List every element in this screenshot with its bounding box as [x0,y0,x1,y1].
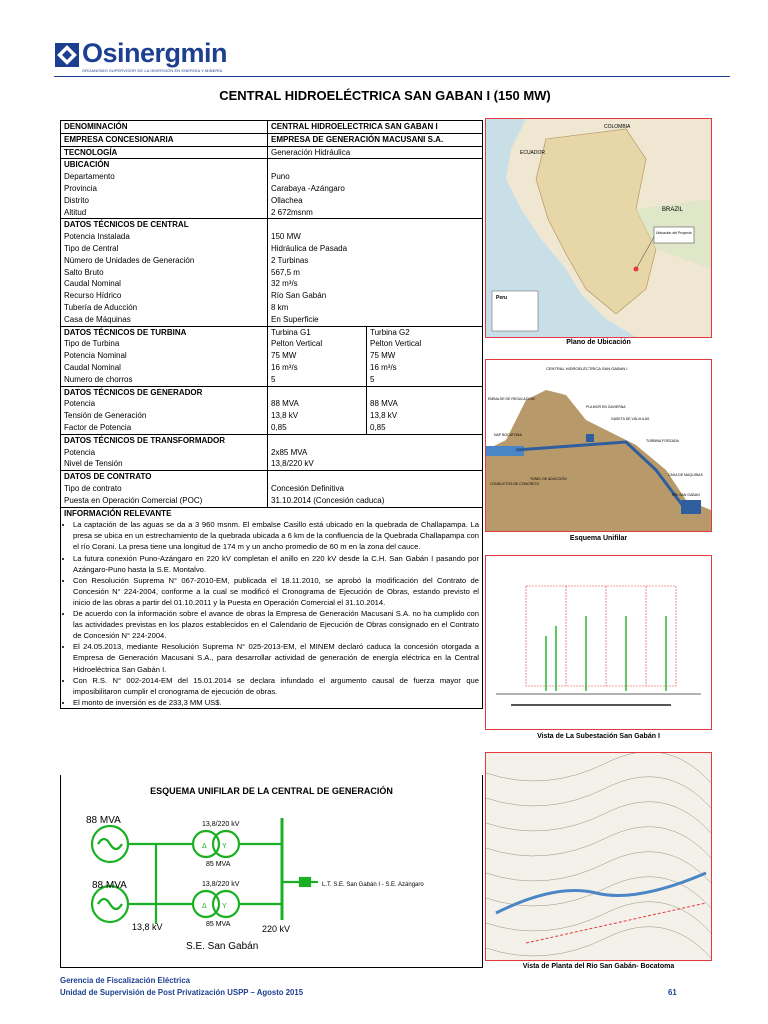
central-value: 32 m³/s [271,279,298,289]
esquema-title: ESQUEMA UNIFILAR DE LA CENTRAL DE GENERACIÓN [150,786,393,796]
turbina-g1-value: Pelton Vertical [271,339,323,349]
table-row-generador [61,386,483,434]
contrato-values [268,471,483,507]
turbina-g2-value: Pelton Vertical [370,339,422,349]
transformador-value: 13,8/220 kV [271,459,314,469]
denominacion-label: DENOMINACIÓN [61,121,268,134]
turbina-label: Numero de chorros [64,374,133,384]
central-label: Potencia Instalada [64,232,130,242]
location-map [485,118,712,338]
profile-label: EMBALSE DE REGULACION [488,397,535,401]
ubicacion-value: 2 672msnm [271,207,313,217]
header-divider [54,76,730,77]
central-value: 2 Turbinas [271,255,309,265]
informacion-cell [61,507,483,708]
topographic-image [486,753,711,960]
contrato-label: Puesta en Operación Comercial (POC) [64,495,203,505]
transformador-label: Potencia [64,447,96,457]
unifilar-caption: Esquema Unifilar [569,535,628,542]
turbina-labels [61,326,268,386]
central-value: En Superficie [271,314,319,324]
profile-label: TURBINA FORZADA [646,439,679,443]
list-item: • Con R.S. N° 002-2014-EM del 15.01.2014 se declara infundado el argumento causal de fuerza mayor que imposibilitaron cumplir el cronograma de ejecución de obras. [73,675,479,697]
substation-drawing [485,555,712,730]
central-value: 567,5 m [271,267,300,277]
transformador-labels [61,434,268,470]
generador-g1-value: 88 MVA [271,399,299,409]
central-label: Tipo de Central [64,243,119,253]
generador-g2-values [367,386,483,434]
osinergmin-logo-icon [54,42,80,68]
map-label: ECUADOR [520,150,546,156]
profile-label: RÍO SAN GABAN [672,493,700,497]
map-label: Peru [496,295,508,301]
central-label: Número de Unidades de Generación [64,255,195,265]
turbina-g2-value: 5 [370,374,375,384]
empresa-value: EMPRESA DE GENERACIÓN MACUSANI S.A. [268,133,483,146]
logo-text: Osinergmin [82,38,228,68]
central-value: 8 km [271,302,289,312]
table-row [61,146,483,159]
generador-g2-value: 0,85 [370,422,386,432]
turbina-g2-value: Turbina G2 [370,327,410,337]
central-labels [61,219,268,326]
table-row-informacion [61,507,483,708]
turbina-label: Potencia Nominal [64,351,127,361]
substation-image [486,556,711,729]
technical-data-table [60,120,483,709]
map-image [486,119,711,337]
table-row-ubicacion [61,159,483,219]
profile-diagram [485,359,712,532]
turbina-g1-values [268,326,367,386]
generador-label: Tensión de Generación [64,411,147,421]
central-value: 150 MW [271,232,301,242]
transformador-values [268,434,483,470]
turbina-g1-value: Turbina G1 [271,327,311,337]
substation-label: S.E. San Gabán [186,941,259,952]
turbina-g2-value: 16 m³/s [370,362,397,372]
generador-g2-value: 88 MVA [370,399,398,409]
ubicacion-values [268,159,483,219]
topographic-plan [485,752,712,961]
list-item: • La futura conexión Puno-Azángaro en 220 kV completan el anillo en 220 kV desde la C.H. San Gabán I pasando por Azángaro-Puno hasta la S.E. Montalvo. [73,553,479,575]
list-item: • El 24.05.2013, mediante Resolución Suprema N° 025-2013-EM, el MINEM declaró caduca la concesión otorgada a Empresa de Generación Macusani S.A., para desarrollar actividad de generación de energía eléctrica en la Central Hidroeléctrica San Gabán I. [73,641,479,674]
ubicacion-label: Distrito [64,195,89,205]
denominacion-value: CENTRAL HIDROELECTRICA SAN GABAN I [268,121,483,134]
contrato-value: 31.10.2014 (Concesión caduca) [271,495,385,505]
profile-label: PULMOR EN GAVIERNA [586,405,626,409]
central-label: Casa de Máquinas [64,314,131,324]
list-item: • De acuerdo con la información sobre el avance de obras la Empresa de Generación Macusani S.A. no ha cumplido con las actividades previstas en los plazos establecidos en el Calendario de Ejecución de Obras consignado en el Contrato de Concesión N° 224-2004. [73,608,479,641]
footer-unit: Unidad de Supervisión de Post Privatización USPP – Agosto 2015 [60,988,304,997]
generador-g1-values [268,386,367,434]
central-label: Salto Bruto [64,267,104,277]
table-row-transformador [61,434,483,470]
informacion-list [64,519,479,708]
single-line-diagram [66,808,466,958]
table-row-contrato [61,471,483,507]
transformador-heading: DATOS TÉCNICOS DE TRANSFORMADOR [64,435,226,445]
central-values [268,219,483,326]
ubicacion-value: Carabaya -Azángaro [271,183,345,193]
tr2-ratio: 13,8/220 kV [202,881,240,888]
map-label: BRAZIL [662,207,684,213]
central-value: Hidráulica de Pasada [271,243,348,253]
profile-label: GASETA DE VÁLVULAS [611,417,650,421]
profile-image [486,360,711,531]
page-number: 61 [668,988,677,997]
profile-label: TÚNEL DE ADUCCIÓN [530,477,567,481]
list-item: • El monto de inversión es de 233,3 MM US$. [73,697,479,708]
generador-g2-value: 13,8 kV [370,411,398,421]
profile-label: CENTRAL HIDROELÉCTRICA SAN GABAN I [546,366,628,371]
profile-label: CONDUCTOS DE CONCRETO [490,482,540,486]
central-label: Recurso Hídrico [64,291,122,301]
map-label: Ubicación del Proyecto [656,231,692,235]
tecnologia-label: TECNOLOGÍA [61,146,268,159]
ubicacion-label: Altitud [64,207,87,217]
turbina-g1-value: 75 MW [271,351,297,361]
svg-text:Δ: Δ [202,843,207,850]
table-row [61,121,483,134]
tr2-mva: 85 MVA [206,921,231,928]
turbina-label: Tipo de Turbina [64,339,120,349]
contrato-value: Concesión Definitiva [271,483,344,493]
map-caption: Plano de Ubicación [566,339,631,346]
generador-heading: DATOS TÉCNICOS DE GENERADOR [64,387,203,397]
transformador-label: Nivel de Tensión [64,459,123,469]
contrato-heading: DATOS DE CONTRATO [64,472,152,482]
tr1-mva: 85 MVA [206,861,231,868]
turbina-g2-values [367,326,483,386]
empresa-label: EMPRESA CONCESIONARIA [61,133,268,146]
transformador-value: 2x85 MVA [271,447,308,457]
line-label: L.T. S.E. San Gabán I - S.E. Azángaro [322,882,424,888]
ubicacion-label: Provincia [64,183,97,193]
gen2-label: 88 MVA [92,880,127,891]
turbina-label: Caudal Nominal [64,362,121,372]
svg-text:Y: Y [222,843,227,850]
page-title: CENTRAL HIDROELÉCTRICA SAN GABAN I (150 MW) [219,88,551,103]
profile-label: CASA DE MAQUINAS [668,473,703,477]
table-row-central [61,219,483,326]
generador-g1-value: 0,85 [271,422,287,432]
tecnologia-value: Generación Hidráulica [268,146,483,159]
lv-bus-label: 13,8 kV [132,922,163,932]
generador-label: Potencia [64,399,96,409]
central-heading: DATOS TÉCNICOS DE CENTRAL [64,220,189,230]
turbina-g1-value: 16 m³/s [271,362,298,372]
table-row-turbina [61,326,483,386]
turbina-heading: DATOS TÉCNICOS DE TURBINA [64,327,187,337]
central-label: Caudal Nominal [64,279,121,289]
turbina-g1-value: 5 [271,374,276,384]
list-item: • Con Resolución Suprema N° 067-2010-EM, publicada el 18.11.2010, se aprobó la modificación del Contrato de Concesión N° 224-2004, conforme a la cual se modificó el Cronograma de Ejecución de Obras, estando previsto el inicio de las obras a partir del 01.10.2011 y la Puesta en Operación Comercial el 31.10.2014. [73,575,479,608]
central-label: Tubería de Aducción [64,302,138,312]
hv-bus-label: 220 kV [262,924,291,934]
footer-department: Gerencia de Fiscalización Eléctrica [60,976,191,985]
list-item: • La captación de las aguas se da a 3 960 msnm. El embalse Casillo está ubicado en la quebrada de Challapampa. La presa se ubica en un estrechamiento de la quebrada ubicada a 6 km de la confluencia de la Quebrada Challapampa con el río Corani. La presa tiene una longitud de 174 m y un ancho promedio de 60 m en la zona del cauce. [73,519,479,552]
tr1-ratio: 13,8/220 kV [202,821,240,828]
turbina-g2-value: 75 MW [370,351,396,361]
ubicacion-heading: UBICACIÓN [64,160,110,170]
contrato-labels [61,471,268,507]
generador-labels [61,386,268,434]
generador-g1-value: 13,8 kV [271,411,299,421]
ubicacion-value: Ollachea [271,195,303,205]
ubicacion-labels [61,159,268,219]
svg-text:Δ: Δ [202,903,207,910]
contrato-label: Tipo de contrato [64,483,122,493]
logo-tagline: ORGANISMO SUPERVISOR DE LA INVERSIÓN EN ENERGÍA Y MINERÍA [82,68,223,73]
central-value: Río San Gabán [271,291,327,301]
generador-label: Factor de Potencia [64,422,132,432]
table-row [61,133,483,146]
substation-caption: Vista de La Subestación San Gabán I [537,733,660,740]
svg-text:Y: Y [222,903,227,910]
ubicacion-label: Departamento [64,172,115,182]
informacion-heading: INFORMACIÓN RELEVANTE [64,508,172,518]
ubicacion-value: Puno [271,172,290,182]
map-label: COLOMBIA [604,124,631,130]
plan-caption: Vista de Planta del Río San Gabán- Bocatoma [522,963,675,970]
profile-label: NAP BOCATOMA [494,433,522,437]
gen1-label: 88 MVA [86,815,121,826]
